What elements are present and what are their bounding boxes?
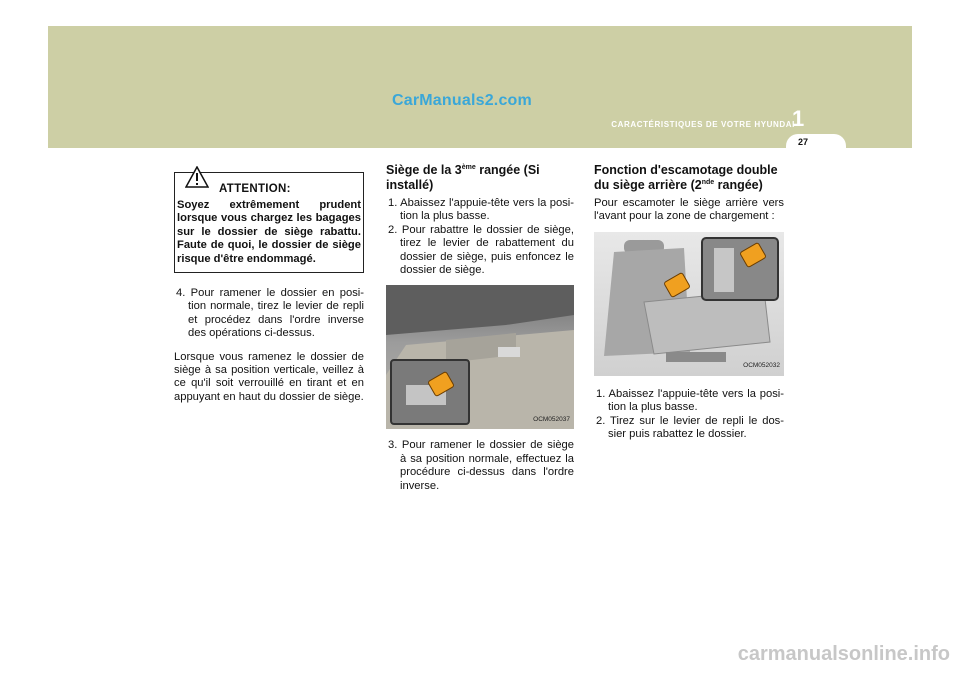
- column-middle: [386, 163, 574, 493]
- step-1: 1. Abaissez l'appuie-tête vers la posi-tion la plus basse.: [388, 197, 574, 223]
- column-right: [594, 163, 784, 441]
- column-left: [174, 172, 364, 404]
- intro-paragraph: Pour escamoter le siège arrière vers l'avant pour la zone de chargement :: [594, 197, 784, 223]
- chapter-number: 1: [792, 106, 805, 131]
- warning-text: Soyez extrêmement prudent lorsque vous chargez les bagages sur le dossier de siège rabattu. Faute de quoi, le dossier de siège risque d'être endommagé.: [177, 199, 361, 265]
- step-3: 3. Pour ramener le dossier de siège à sa position normale, effectuez la procédure ci-dessus dans l'ordre inverse.: [388, 439, 574, 492]
- section-title-third-row: Siège de la 3ème rangée (Si installé): [386, 163, 540, 192]
- lever-inset: [390, 359, 470, 425]
- watermark-top: CarManuals2.com: [392, 92, 532, 109]
- chapter-title: CARACTÉRISTIQUES DE VOTRE HYUNDAI: [611, 120, 795, 129]
- photo-caption: OCM052032: [743, 362, 780, 370]
- seat-photo-second-row: [594, 232, 784, 376]
- header-band: [48, 26, 912, 148]
- photo-caption: OCM052037: [533, 416, 570, 424]
- step-1: 1. Abaissez l'appuie-tête vers la posi-tion la plus basse.: [596, 387, 784, 414]
- paragraph-return-seat: Lorsque vous ramenez le dossier de siège à sa position verticale, veillez à ce qu'il soit verrouillé en tirant et en appuyant en haut du dossier de siège.: [174, 350, 364, 403]
- step-2: 2. Tirez sur le levier de repli le dos-sier puis rabattez le dossier.: [596, 414, 784, 441]
- warning-title: ATTENTION:: [219, 183, 291, 195]
- page-tab: [786, 134, 846, 154]
- step-4: 4. Pour ramener le dossier en posi-tion normale, tirez le levier de repli et procédez dans l'ordre inverse des opérations ci-dessus.: [176, 287, 364, 340]
- section-title-double-fold: Fonction d'escamotage double du siège arrière (2nde rangée): [594, 163, 778, 192]
- page-number: 27: [798, 137, 809, 147]
- footer-watermark: carmanualsonline.info: [737, 643, 950, 665]
- step-2: 2. Pour rabattre le dossier de siège, tirez le levier de rabattement du dossier de siège, puis enfoncez le dossier de siège.: [388, 223, 574, 277]
- warning-icon: [185, 166, 209, 188]
- seat-photo-third-row: [386, 285, 574, 429]
- warning-box: [174, 172, 364, 273]
